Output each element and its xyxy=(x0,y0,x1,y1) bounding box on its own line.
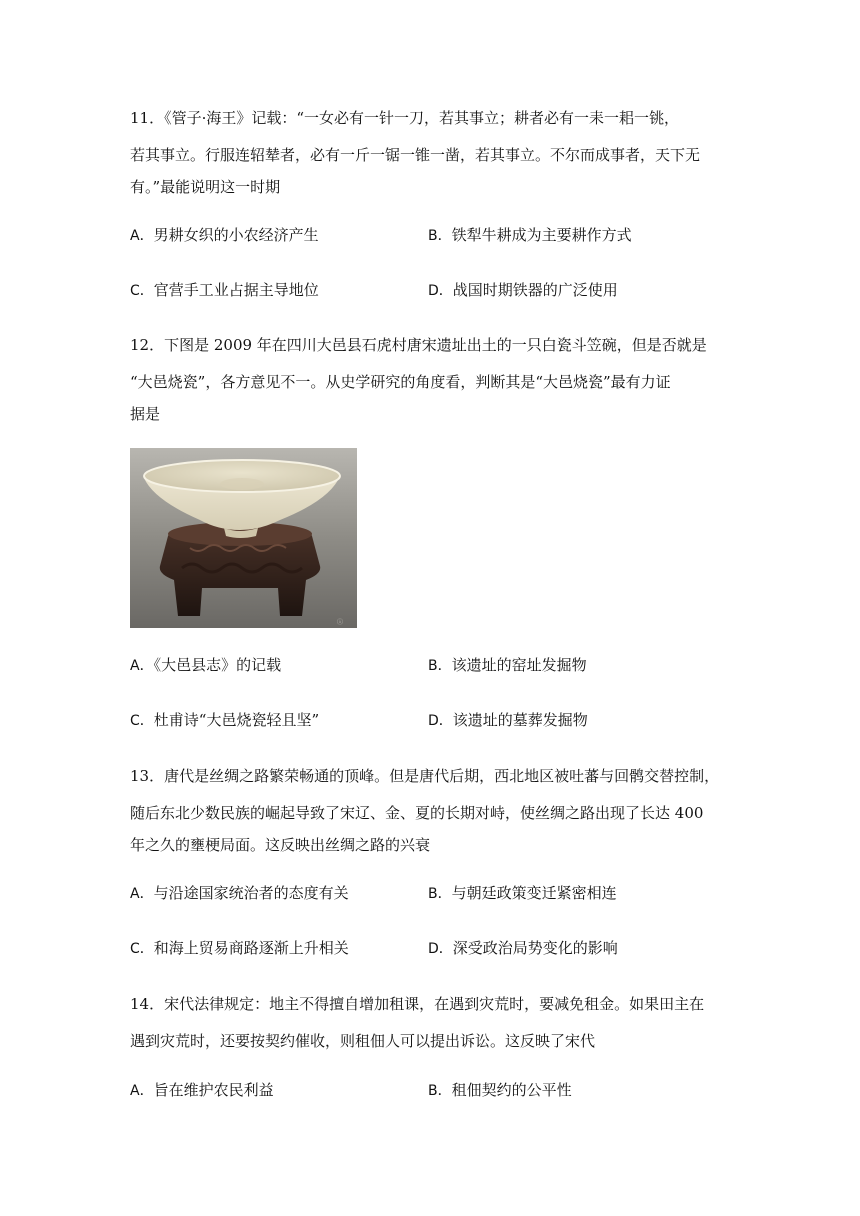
option-text: 铁犁牛耕成为主要耕作方式 xyxy=(451,226,632,244)
question-text-line: 据是 xyxy=(130,405,161,423)
porcelain-bowl-photo xyxy=(130,448,357,628)
option-letter: B． xyxy=(428,886,452,902)
option-b[interactable] xyxy=(428,1080,572,1101)
option-letter: D． xyxy=(428,941,453,957)
option-letter: A． xyxy=(130,658,154,674)
option-c[interactable] xyxy=(130,280,319,301)
question-text-line: 14．宋代法律规定：地主不得擅自增加租课，在遇到灾荒时，要减免租金。如果田主在 xyxy=(130,995,705,1013)
question-text-line: 12．下图是 2009 年在四川大邑县石虎村唐宋遗址出土的一只白瓷斗笠碗，但是否就是 xyxy=(130,336,707,354)
question-text-line: 随后东北少数民族的崛起导致了宋辽、金、夏的长期对峙，使丝绸之路出现了长达 400 xyxy=(130,804,704,822)
option-c[interactable] xyxy=(130,938,349,959)
option-text: 旨在维护农民利益 xyxy=(153,1081,274,1099)
question-text-line: “大邑烧瓷”，各方意见不一。从史学研究的角度看，判断其是“大邑烧瓷”最有力证 xyxy=(130,373,671,391)
option-text: 深受政治局势变化的影响 xyxy=(452,939,618,957)
option-letter: A． xyxy=(130,1083,154,1099)
svg-text:ⓘ: ⓘ xyxy=(337,619,344,626)
option-a[interactable] xyxy=(130,655,281,676)
porcelain-bowl-image xyxy=(130,448,357,628)
option-text: 《大邑县志》的记载 xyxy=(153,656,282,674)
option-d[interactable] xyxy=(428,938,618,959)
option-letter: A． xyxy=(130,228,154,244)
option-text: 官营手工业占据主导地位 xyxy=(153,281,319,299)
option-b[interactable] xyxy=(428,655,587,676)
option-letter: C． xyxy=(130,283,154,299)
option-text: 该遗址的墓葬发掘物 xyxy=(452,711,588,729)
option-text: 与沿途国家统治者的态度有关 xyxy=(153,884,349,902)
option-a[interactable] xyxy=(130,1080,274,1101)
option-d[interactable] xyxy=(428,710,588,731)
option-text: 该遗址的窑址发掘物 xyxy=(451,656,587,674)
question-text-line: 11．《管子·海王》记载：“一女必有一针一刀，若其事立；耕者必有一耒一耜一铫， xyxy=(130,109,680,127)
option-d[interactable] xyxy=(428,280,618,301)
option-text: 租佃契约的公平性 xyxy=(451,1081,572,1099)
option-letter: D． xyxy=(428,713,453,729)
option-text: 战国时期铁器的广泛使用 xyxy=(452,281,618,299)
option-letter: C． xyxy=(130,713,154,729)
option-text: 男耕女织的小农经济产生 xyxy=(153,226,319,244)
option-text: 杜甫诗“大邑烧瓷轻且坚” xyxy=(153,711,320,729)
question-text-line: 13．唐代是丝绸之路繁荣畅通的顶峰。但是唐代后期，西北地区被吐蕃与回鹘交替控制， xyxy=(130,767,720,785)
option-b[interactable] xyxy=(428,883,617,904)
question-text-line: 有。”最能说明这一时期 xyxy=(130,178,281,196)
question-text-line: 年之久的壅梗局面。这反映出丝绸之路的兴衰 xyxy=(130,836,431,854)
option-letter: A． xyxy=(130,886,154,902)
option-c[interactable] xyxy=(130,710,319,731)
option-b[interactable] xyxy=(428,225,632,246)
option-a[interactable] xyxy=(130,883,349,904)
option-text: 与朝廷政策变迁紧密相连 xyxy=(451,884,617,902)
option-letter: B． xyxy=(428,658,452,674)
question-text-line: 遇到灾荒时，还要按契约催收，则租佃人可以提出诉讼。这反映了宋代 xyxy=(130,1032,596,1050)
option-a[interactable] xyxy=(130,225,319,246)
option-letter: B． xyxy=(428,228,452,244)
option-letter: C． xyxy=(130,941,154,957)
option-text: 和海上贸易商路逐渐上升相关 xyxy=(153,939,349,957)
option-letter: D． xyxy=(428,283,453,299)
option-letter: B． xyxy=(428,1083,452,1099)
question-text-line: 若其事立。行服连轺辇者，必有一斤一锯一锥一凿，若其事立。不尔而成事者，天下无 xyxy=(130,146,701,164)
